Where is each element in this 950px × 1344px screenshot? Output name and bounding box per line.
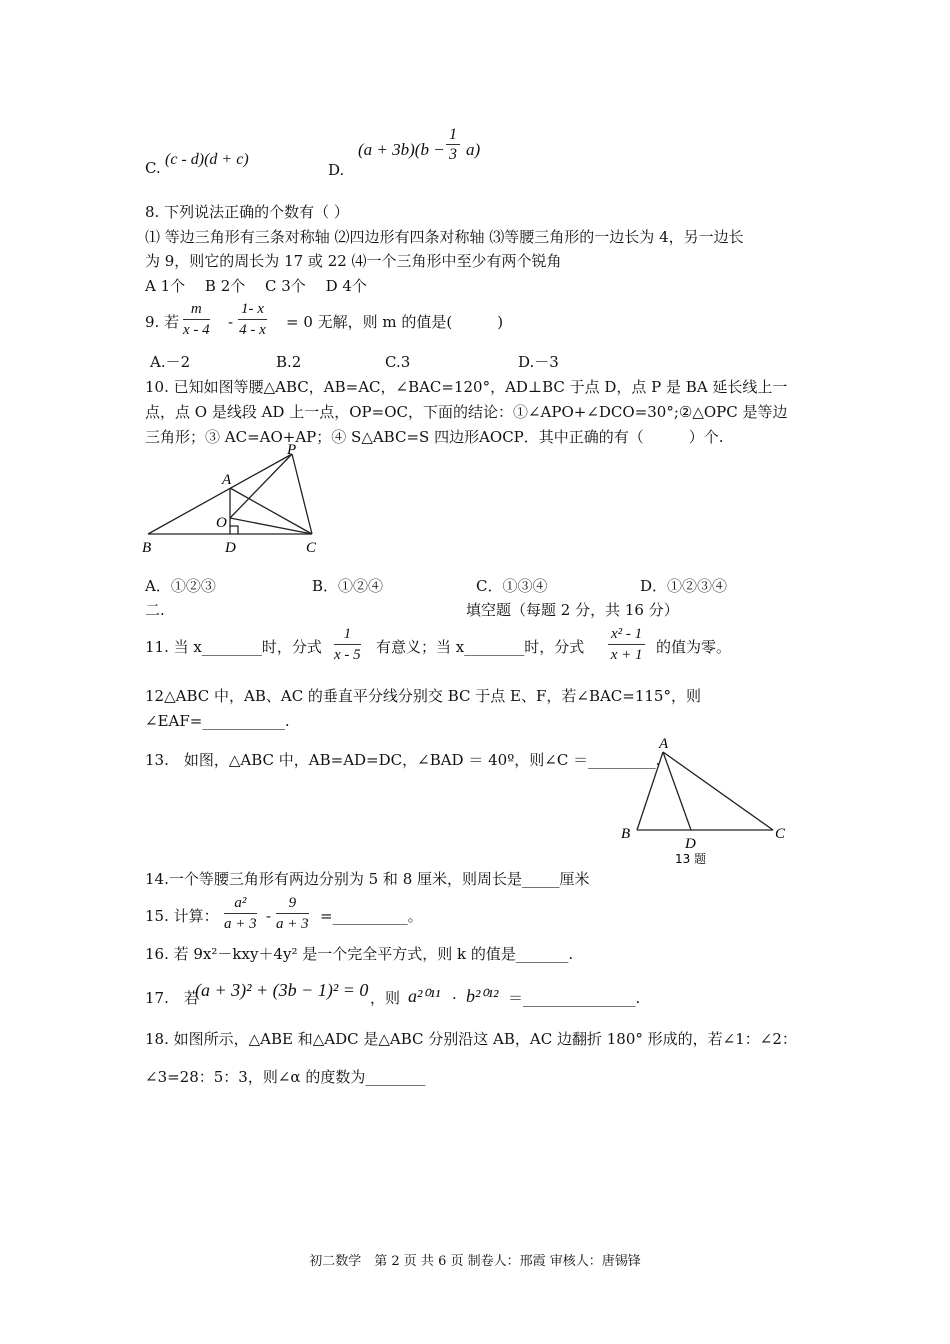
q13-caption: 13 题	[675, 852, 707, 866]
q9-fraction1	[183, 300, 210, 340]
fraction-denominator: x - 4	[183, 322, 210, 338]
q10-option-b: B．①②④	[312, 577, 384, 595]
q8-line1: ⑴ 等边三角形有三条对称轴 ⑵四边形有四条对称轴 ⑶等腰三角形的一边长为 4，另一边长	[145, 228, 744, 246]
q15-minus: -	[266, 907, 272, 925]
q11-part3: 的值为零。	[656, 638, 732, 656]
q9-option-d: D.－3	[518, 353, 559, 371]
q9-option-a: A.－2	[150, 353, 191, 371]
q9-option-c: C.3	[385, 353, 411, 371]
page-footer: 初二数学 第 2 页 共 6 页 制卷人：邢霞 审核人：唐锡锋	[309, 1254, 641, 1269]
label-d: D	[685, 836, 696, 852]
q15-fraction2	[276, 894, 309, 934]
q7-option-c-expr: (c - d)(d + c)	[165, 151, 249, 168]
label-a: A	[222, 472, 232, 488]
q17-prefix: 17. 若	[145, 989, 199, 1007]
q10-option-a: A．①②③	[145, 577, 216, 595]
q12-line2: ∠EAF=___________.	[145, 712, 290, 730]
label-c: C	[775, 826, 786, 842]
q7-option-d-expr-left: (a + 3b)(b −	[358, 140, 445, 159]
q17-expression: (a + 3)² + (3b − 1)² = 0	[195, 980, 369, 1000]
label-a: A	[659, 736, 669, 752]
q18-line1: 18. 如图所示，△ABE 和△ADC 是△ABC 分别沿这 AB，AC 边翻折 180° 形成的，若∠1：∠2：	[145, 1030, 797, 1048]
q14-text: 14.一个等腰三角形有两边分别为 5 和 8 厘米，则周长是_____厘米	[145, 870, 590, 888]
q10-option-c: C．①③④	[476, 577, 548, 595]
q11-part1: 11. 当 x________时，分式	[145, 638, 322, 656]
fraction-numerator: 1	[334, 625, 361, 645]
q7-option-d-label: D.	[328, 161, 345, 179]
fraction-denominator: x - 5	[334, 647, 361, 663]
q9-suffix: = 0 无解，则 m 的值是( )	[286, 313, 504, 331]
fraction-denominator: 4 - x	[239, 322, 266, 338]
q16-text: 16. 若 9x²－kxy＋4y² 是一个完全平方式，则 k 的值是_______.	[145, 945, 574, 963]
q7-option-d-expr-right: a)	[466, 140, 481, 159]
q10-option-d: D．①②③④	[640, 577, 728, 595]
q15-prefix: 15. 计算：	[145, 907, 219, 925]
fraction-denominator: x + 1	[610, 647, 643, 663]
q8-line2: 为 9，则它的周长为 17 或 22 ⑷一个三角形中至少有两个锐角	[145, 252, 562, 270]
fraction-numerator: a²	[224, 894, 257, 914]
fraction-denominator: a + 3	[276, 916, 309, 932]
fraction-numerator: 1	[446, 125, 460, 145]
q10-line3: 三角形；③ AC=AO+AP；④ S△ABC=S 四边形AOCP．其中正确的有（ ）个.	[145, 428, 724, 446]
q11-fraction1	[334, 625, 361, 665]
label-b: B	[142, 540, 152, 556]
label-p: P	[287, 442, 297, 458]
label-c: C	[306, 540, 317, 556]
section-number: 二.	[145, 601, 165, 619]
q17-b-power: b²⁰¹²	[466, 986, 499, 1006]
q17-suffix: ＝_______________.	[508, 989, 641, 1007]
q18-line2: ∠3=28：5：3，则∠α 的度数为________	[145, 1068, 426, 1086]
fraction-numerator: 1- x	[238, 300, 267, 320]
fraction-numerator: m	[183, 300, 210, 320]
q17-a-power: a²⁰¹¹	[408, 986, 441, 1006]
fraction-numerator: x² - 1	[608, 625, 645, 645]
q15-fraction1	[224, 894, 257, 934]
q13-triangle-figure	[615, 730, 795, 870]
q15-suffix: =__________。	[320, 907, 423, 925]
q8-options: A 1个 B 2个 C 3个 D 4个	[145, 277, 367, 295]
q17-middle: ，则	[370, 989, 401, 1007]
q13-text: 13. 如图，△ABC 中，AB=AD=DC，∠BAD ＝ 40º，则∠C ＝_________.	[145, 751, 661, 769]
q7-option-c-label: C.	[145, 159, 161, 177]
q9-prefix: 9. 若	[145, 313, 180, 331]
label-b: B	[621, 826, 631, 842]
q7-option-d-fraction	[446, 125, 460, 165]
q9-fraction2	[238, 300, 267, 340]
label-o: O	[216, 515, 227, 531]
q8-stem: 8. 下列说法正确的个数有（ ）	[145, 203, 349, 221]
section-title: 填空题（每题 2 分，共 16 分）	[466, 601, 679, 619]
q17-dot: ·	[452, 989, 457, 1007]
q10-triangle-figure	[140, 442, 330, 560]
q11-fraction2	[608, 625, 645, 665]
label-d: D	[225, 540, 236, 556]
fraction-denominator: a + 3	[224, 916, 257, 932]
q9-option-b: B.2	[276, 353, 302, 371]
q10-line1: 10. 已知如图等腰△ABC，AB=AC，∠BAC=120°，AD⊥BC 于点 D，点 P 是 BA 延长线上一	[145, 378, 788, 396]
q12-line1: 12△ABC 中，AB、AC 的垂直平分线分别交 BC 于点 E、F，若∠BAC=115°，则	[145, 687, 701, 705]
fraction-numerator: 9	[276, 894, 309, 914]
q9-minus: -	[228, 313, 234, 331]
q10-line2: 点，点 O 是线段 AD 上一点，OP=OC，下面的结论：①∠APO+∠DCO=30°;②△OPC 是等边	[145, 403, 788, 421]
fraction-denominator: 3	[449, 146, 457, 163]
q11-part2: 有意义；当 x________时，分式	[376, 638, 585, 656]
